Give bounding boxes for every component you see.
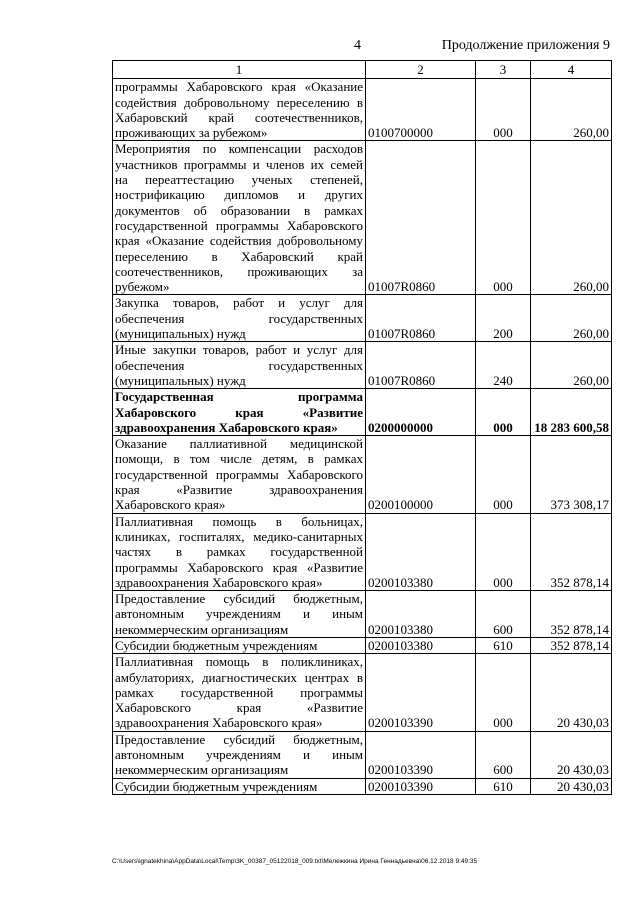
- table-row: [113, 389, 612, 436]
- table-row: [113, 295, 612, 342]
- table-row: [113, 778, 612, 794]
- row-code: 0200103390: [366, 778, 476, 794]
- row-type: 610: [476, 778, 531, 794]
- row-amount: 18 283 600,58: [531, 389, 612, 436]
- table-row: [113, 141, 612, 295]
- row-code: 01007R0860: [366, 342, 476, 389]
- row-type: 000: [476, 79, 531, 141]
- row-amount: 373 308,17: [531, 436, 612, 513]
- row-amount: 352 878,14: [531, 591, 612, 638]
- row-type: 000: [476, 141, 531, 295]
- row-name: Мероприятия по компенсации расходов участников программы и членов их семей на переаттестацию ученых степеней, нострификацию дипломов и других документов об образовании в рамках государственной программы Хабаровского края «Оказание содействия добровольному переселению в Хабаровский край соотечественников, проживающих за рубежом»: [113, 141, 366, 295]
- table-body: [113, 79, 612, 795]
- row-name: Государственная программа Хабаровского края «Развитие здравоохранения Хабаровского края»: [113, 389, 366, 436]
- table-row: [113, 79, 612, 141]
- row-name: Оказание паллиативной медицинской помощи, в том числе детям, в рамках государственной программы Хабаровского края «Развитие здравоохранения Хабаровского края»: [113, 436, 366, 513]
- table-row: [113, 637, 612, 653]
- column-header-3: 3: [476, 61, 531, 79]
- row-type: 200: [476, 295, 531, 342]
- table-row: [113, 654, 612, 731]
- row-amount: 260,00: [531, 295, 612, 342]
- column-header-4: 4: [531, 61, 612, 79]
- row-type: 600: [476, 731, 531, 778]
- column-header-1: 1: [113, 61, 366, 79]
- row-name: Субсидии бюджетным учреждениям: [113, 637, 366, 653]
- continuation-label: Продолжение приложения 9: [441, 38, 610, 53]
- row-code: 01007R0860: [366, 141, 476, 295]
- row-code: 0200103390: [366, 731, 476, 778]
- row-amount: 260,00: [531, 141, 612, 295]
- row-amount: 260,00: [531, 79, 612, 141]
- budget-table: [112, 60, 612, 795]
- row-amount: 20 430,03: [531, 654, 612, 731]
- row-amount: 260,00: [531, 342, 612, 389]
- table-row: [113, 342, 612, 389]
- row-type: 600: [476, 591, 531, 638]
- column-header-2: 2: [366, 61, 476, 79]
- row-code: 0200103390: [366, 654, 476, 731]
- row-amount: 352 878,14: [531, 637, 612, 653]
- row-amount: 20 430,03: [531, 731, 612, 778]
- row-type: 000: [476, 389, 531, 436]
- row-name: Паллиативная помощь в больницах, клиниках, госпиталях, медико-санитарных частях в рамках государственной программы Хабаровского края «Развитие здравоохранения Хабаровского края»: [113, 513, 366, 590]
- row-type: 000: [476, 436, 531, 513]
- row-amount: 20 430,03: [531, 778, 612, 794]
- table-row: [113, 591, 612, 638]
- table-header-row: [113, 61, 612, 79]
- row-code: 01007R0860: [366, 295, 476, 342]
- row-name: Закупка товаров, работ и услуг для обеспечения государственных (муниципальных) нужд: [113, 295, 366, 342]
- row-name: Предоставление субсидий бюджетным, автономным учреждениям и иным некоммерческим организациям: [113, 591, 366, 638]
- row-amount: 352 878,14: [531, 513, 612, 590]
- row-code: 0200100000: [366, 436, 476, 513]
- footer-file-path: C:\Users\ignatekhina\AppData\Local\Temp\3K_00387_05122018_009.txt\Мележкина Ирина Геннадьевна\06.12.2018 9:49:35: [112, 858, 478, 865]
- row-name: Субсидии бюджетным учреждениям: [113, 778, 366, 794]
- row-name: программы Хабаровского края «Оказание содействия добровольному переселению в Хабаровский край соотечественников, проживающих за рубежом»: [113, 79, 366, 141]
- row-type: 240: [476, 342, 531, 389]
- table-row: [113, 731, 612, 778]
- table-row: [113, 513, 612, 590]
- row-code: 0100700000: [366, 79, 476, 141]
- row-type: 000: [476, 654, 531, 731]
- row-name: Паллиативная помощь в поликлиниках, амбулаториях, диагностических центрах в рамках государственной программы Хабаровского края «Развитие здравоохранения Хабаровского края»: [113, 654, 366, 731]
- row-type: 610: [476, 637, 531, 653]
- table-row: [113, 436, 612, 513]
- row-name: Иные закупки товаров, работ и услуг для обеспечения государственных (муниципальных) нужд: [113, 342, 366, 389]
- row-code: 0200103380: [366, 513, 476, 590]
- row-code: 0200103380: [366, 591, 476, 638]
- row-code: 0200000000: [366, 389, 476, 436]
- row-type: 000: [476, 513, 531, 590]
- page-number: 4: [354, 38, 361, 53]
- row-name: Предоставление субсидий бюджетным, автономным учреждениям и иным некоммерческим организациям: [113, 731, 366, 778]
- row-code: 0200103380: [366, 637, 476, 653]
